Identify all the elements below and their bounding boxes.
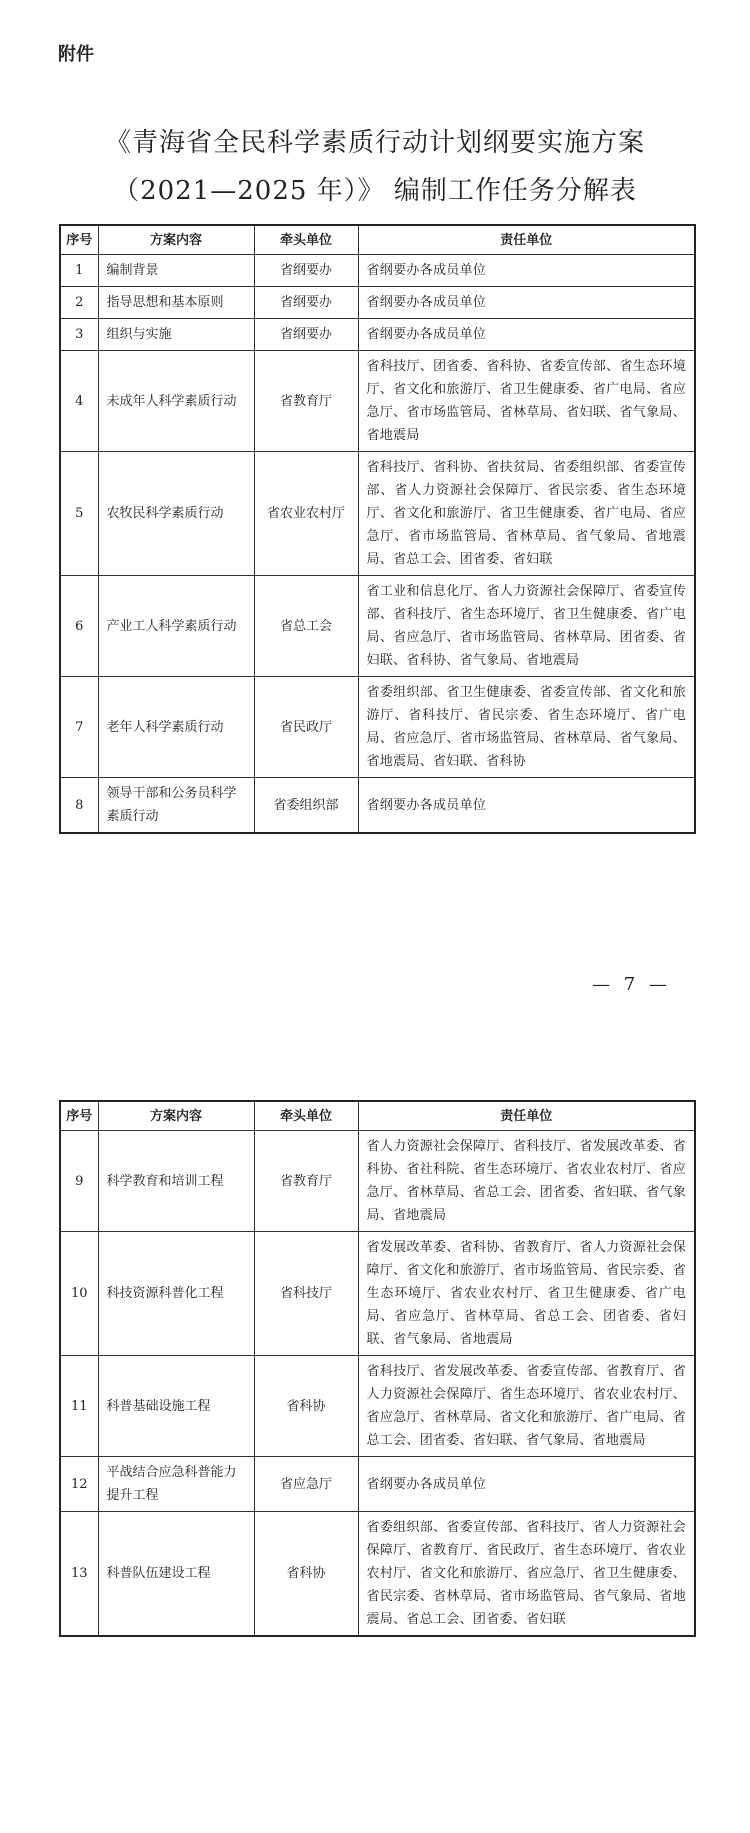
row-lead-unit: 省科协	[254, 1356, 358, 1457]
row-content: 科普基础设施工程	[98, 1356, 254, 1457]
table-header-row	[60, 1101, 695, 1131]
row-content: 平战结合应急科普能力提升工程	[98, 1457, 254, 1512]
row-lead-unit: 省纲要办	[254, 255, 358, 287]
row-lead-unit: 省教育厅	[254, 1131, 358, 1232]
row-responsible-units: 省委组织部、省卫生健康委、省委宣传部、省文化和旅游厅、省科技厅、省民宗委、省生态环境厅、省广电局、省应急厅、省市场监管局、省林草局、省气象局、省地震局、省妇联、省科协	[358, 677, 695, 778]
table-row	[60, 255, 695, 287]
row-number: 5	[60, 452, 98, 576]
row-content: 科技资源科普化工程	[98, 1232, 254, 1356]
table-row	[60, 1131, 695, 1232]
row-content: 指导思想和基本原则	[98, 287, 254, 319]
row-responsible-units: 省科技厅、团省委、省科协、省委宣传部、省生态环境厅、省文化和旅游厅、省卫生健康委、省广电局、省应急厅、省市场监管局、省林草局、省妇联、省气象局、省地震局	[358, 351, 695, 452]
row-responsible-units: 省发展改革委、省科协、省教育厅、省人力资源社会保障厅、省文化和旅游厅、省市场监管局、省民宗委、省生态环境厅、省农业农村厅、省卫生健康委、省广电局、省应急厅、省林草局、省总工会、团省委、省妇联、省气象局、省地震局	[358, 1232, 695, 1356]
row-content: 老年人科学素质行动	[98, 677, 254, 778]
row-number: 11	[60, 1356, 98, 1457]
row-lead-unit: 省总工会	[254, 576, 358, 677]
row-responsible-units: 省纲要办各成员单位	[358, 1457, 695, 1512]
row-responsible-units: 省纲要办各成员单位	[358, 319, 695, 351]
row-number: 7	[60, 677, 98, 778]
row-lead-unit: 省纲要办	[254, 287, 358, 319]
document-title-line1: 《青海省全民科学素质行动计划纲要实施方案	[104, 128, 645, 158]
table-header-row	[60, 225, 695, 255]
row-lead-unit: 省科技厅	[254, 1232, 358, 1356]
table-row	[60, 576, 695, 677]
row-lead-unit: 省教育厅	[254, 351, 358, 452]
row-lead-unit: 省民政厅	[254, 677, 358, 778]
row-number: 8	[60, 778, 98, 834]
document-title-line2: （2021—2025 年）》 编制工作任务分解表	[113, 176, 637, 206]
row-content: 组织与实施	[98, 319, 254, 351]
row-content: 领导干部和公务员科学素质行动	[98, 778, 254, 834]
table-body	[60, 255, 695, 834]
header-content: 方案内容	[98, 225, 254, 255]
table-body	[60, 1131, 695, 1637]
table-row	[60, 778, 695, 834]
row-number: 2	[60, 287, 98, 319]
row-lead-unit: 省纲要办	[254, 319, 358, 351]
task-table-page2	[59, 1100, 696, 1637]
row-responsible-units: 省科技厅、省发展改革委、省委宣传部、省教育厅、省人力资源社会保障厅、省生态环境厅、省农业农村厅、省应急厅、省林草局、省文化和旅游厅、省广电局、省总工会、团省委、省妇联、省气象局、省地震局	[358, 1356, 695, 1457]
row-content: 未成年人科学素质行动	[98, 351, 254, 452]
header-no: 序号	[60, 1101, 98, 1131]
row-responsible-units: 省科技厅、省科协、省扶贫局、省委组织部、省委宣传部、省人力资源社会保障厅、省民宗委、省生态环境厅、省文化和旅游厅、省卫生健康委、省广电局、省应急厅、省市场监管局、省林草局、省气象局、省地震局、省总工会、团省委、省妇联	[358, 452, 695, 576]
row-responsible-units: 省纲要办各成员单位	[358, 778, 695, 834]
page-number: — 7 —	[592, 974, 671, 995]
row-content: 农牧民科学素质行动	[98, 452, 254, 576]
table-row	[60, 1512, 695, 1637]
row-number: 10	[60, 1232, 98, 1356]
row-lead-unit: 省科协	[254, 1512, 358, 1637]
row-number: 1	[60, 255, 98, 287]
header-no: 序号	[60, 225, 98, 255]
row-responsible-units: 省人力资源社会保障厅、省科技厅、省发展改革委、省科协、省社科院、省生态环境厅、省农业农村厅、省应急厅、省林草局、省总工会、团省委、省妇联、省气象局、省地震局	[358, 1131, 695, 1232]
header-lead: 牵头单位	[254, 225, 358, 255]
row-lead-unit: 省委组织部	[254, 778, 358, 834]
row-content: 科普队伍建设工程	[98, 1512, 254, 1637]
table-row	[60, 319, 695, 351]
row-number: 13	[60, 1512, 98, 1637]
header-content: 方案内容	[98, 1101, 254, 1131]
header-resp: 责任单位	[358, 1101, 695, 1131]
table-row	[60, 1356, 695, 1457]
table-row	[60, 452, 695, 576]
row-lead-unit: 省农业农村厅	[254, 452, 358, 576]
row-responsible-units: 省工业和信息化厅、省人力资源社会保障厅、省委宣传部、省科技厅、省生态环境厅、省卫生健康委、省广电局、省应急厅、省市场监管局、省林草局、团省委、省妇联、省科协、省气象局、省地震局	[358, 576, 695, 677]
row-content: 编制背景	[98, 255, 254, 287]
row-responsible-units: 省纲要办各成员单位	[358, 255, 695, 287]
table-row	[60, 351, 695, 452]
row-content: 产业工人科学素质行动	[98, 576, 254, 677]
row-number: 3	[60, 319, 98, 351]
table-row	[60, 287, 695, 319]
attachment-label: 附件	[58, 44, 94, 65]
row-number: 6	[60, 576, 98, 677]
row-number: 12	[60, 1457, 98, 1512]
task-table-page1	[59, 224, 696, 834]
row-responsible-units: 省委组织部、省委宣传部、省科技厅、省人力资源社会保障厅、省教育厅、省民政厅、省生态环境厅、省农业农村厅、省文化和旅游厅、省应急厅、省卫生健康委、省民宗委、省林草局、省市场监管局、省气象局、省地震局、省总工会、团省委、省妇联	[358, 1512, 695, 1637]
row-content: 科学教育和培训工程	[98, 1131, 254, 1232]
table-row	[60, 1457, 695, 1512]
header-lead: 牵头单位	[254, 1101, 358, 1131]
row-number: 9	[60, 1131, 98, 1232]
row-responsible-units: 省纲要办各成员单位	[358, 287, 695, 319]
row-lead-unit: 省应急厅	[254, 1457, 358, 1512]
row-number: 4	[60, 351, 98, 452]
header-resp: 责任单位	[358, 225, 695, 255]
table-row	[60, 677, 695, 778]
table-row	[60, 1232, 695, 1356]
